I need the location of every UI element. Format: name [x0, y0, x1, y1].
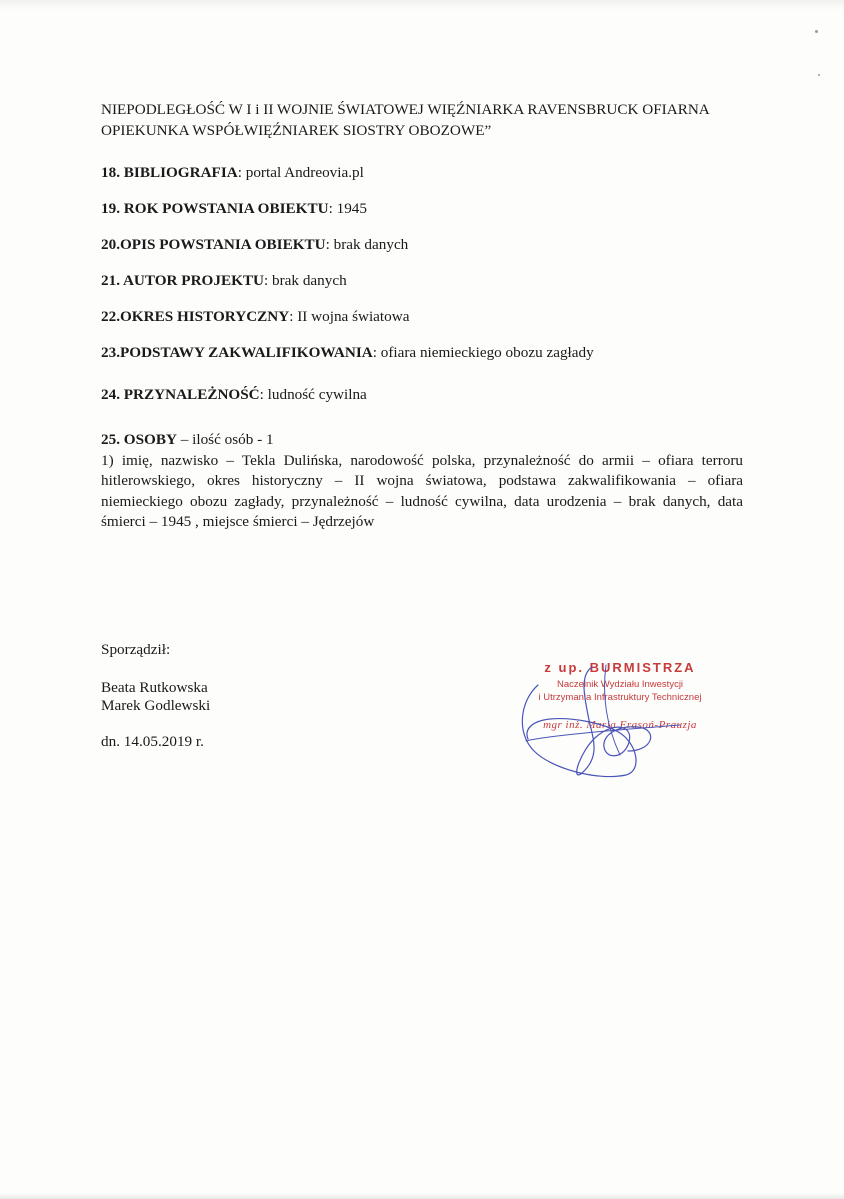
field-bibliography — [101, 163, 364, 184]
field-value: : brak danych — [264, 272, 347, 289]
prepared-by-label: Sporządził: — [101, 641, 171, 658]
field-label: 22.OKRES HISTORYCZNY — [101, 308, 290, 325]
field-year-built — [101, 199, 367, 220]
field-value: : ludność cywilna — [259, 386, 367, 403]
stamp-title: z up. BURMISTRZA — [544, 660, 696, 675]
stamp-line: mgr inż. Maria Frasoń-Prauzja — [543, 719, 697, 731]
field-value: : brak danych — [325, 236, 409, 253]
field-label: 20.OPIS POWSTANIA OBIEKTU — [101, 236, 326, 253]
persons-heading — [101, 430, 743, 451]
scan-speck — [818, 74, 820, 76]
stamp-line: i Utrzymania Infrastruktury Technicznej — [538, 692, 702, 703]
persons-section — [101, 430, 743, 533]
field-label: 19. ROK POWSTANIA OBIEKTU — [101, 200, 329, 217]
stamp-line: Naczelnik Wydziału Inwestycji — [556, 679, 684, 690]
scan-edge-top — [0, 0, 844, 10]
field-label: 21. AUTOR PROJEKTU — [101, 272, 265, 289]
intro-paragraph: NIEPODLEGŁOŚĆ W I i II WOJNIE ŚWIATOWEJ WIĘŹNIARKA RAVENSBRUCK OFIARNA OPIEKUNKA WSPÓŁWIĘŹNIAREK SIOSTRY OBOZOWE” — [101, 101, 709, 139]
field-value: : 1945 — [328, 200, 367, 217]
field-affiliation — [101, 385, 367, 406]
persons-label: 25. OSOBY — [101, 431, 177, 448]
scan-edge-bottom — [0, 1193, 844, 1199]
author-name: Beata Rutkowska — [101, 679, 208, 696]
field-value: : portal Andreovia.pl — [237, 164, 364, 181]
official-stamp — [510, 655, 730, 795]
document-body — [101, 100, 743, 530]
field-qualification-basis — [101, 343, 594, 364]
field-value: : ofiara niemieckiego obozu zagłady — [372, 344, 594, 361]
field-historical-period — [101, 307, 409, 328]
handwritten-signature — [510, 655, 730, 795]
field-origin-description — [101, 235, 408, 256]
field-value: : II wojna światowa — [289, 308, 410, 325]
field-project-author — [101, 271, 347, 292]
scan-speck — [815, 30, 818, 33]
field-label: 18. BIBLIOGRAFIA — [101, 164, 238, 181]
field-label: 23.PODSTAWY ZAKWALIFIKOWANIA — [101, 344, 373, 361]
person-description: 1) imię, nazwisko – Tekla Dulińska, narodowość polska, przynależność do armii – ofiara terroru hitlerowskiego, okres historyczny – II wojna światowa, podstawa zakwalifikowania – ofiara niemieckiego obozu zagłady, przynależność – ludność cywilna, data urodzenia – brak danych, data śmierci – 1945 , miejsce śmierci – Jędrzejów — [101, 451, 743, 530]
persons-count: – ilość osób - 1 — [176, 431, 274, 448]
author-name: Marek Godlewski — [101, 697, 211, 714]
document-date: dn. 14.05.2019 r. — [101, 733, 204, 750]
field-label: 24. PRZYNALEŻNOŚĆ — [101, 386, 260, 403]
